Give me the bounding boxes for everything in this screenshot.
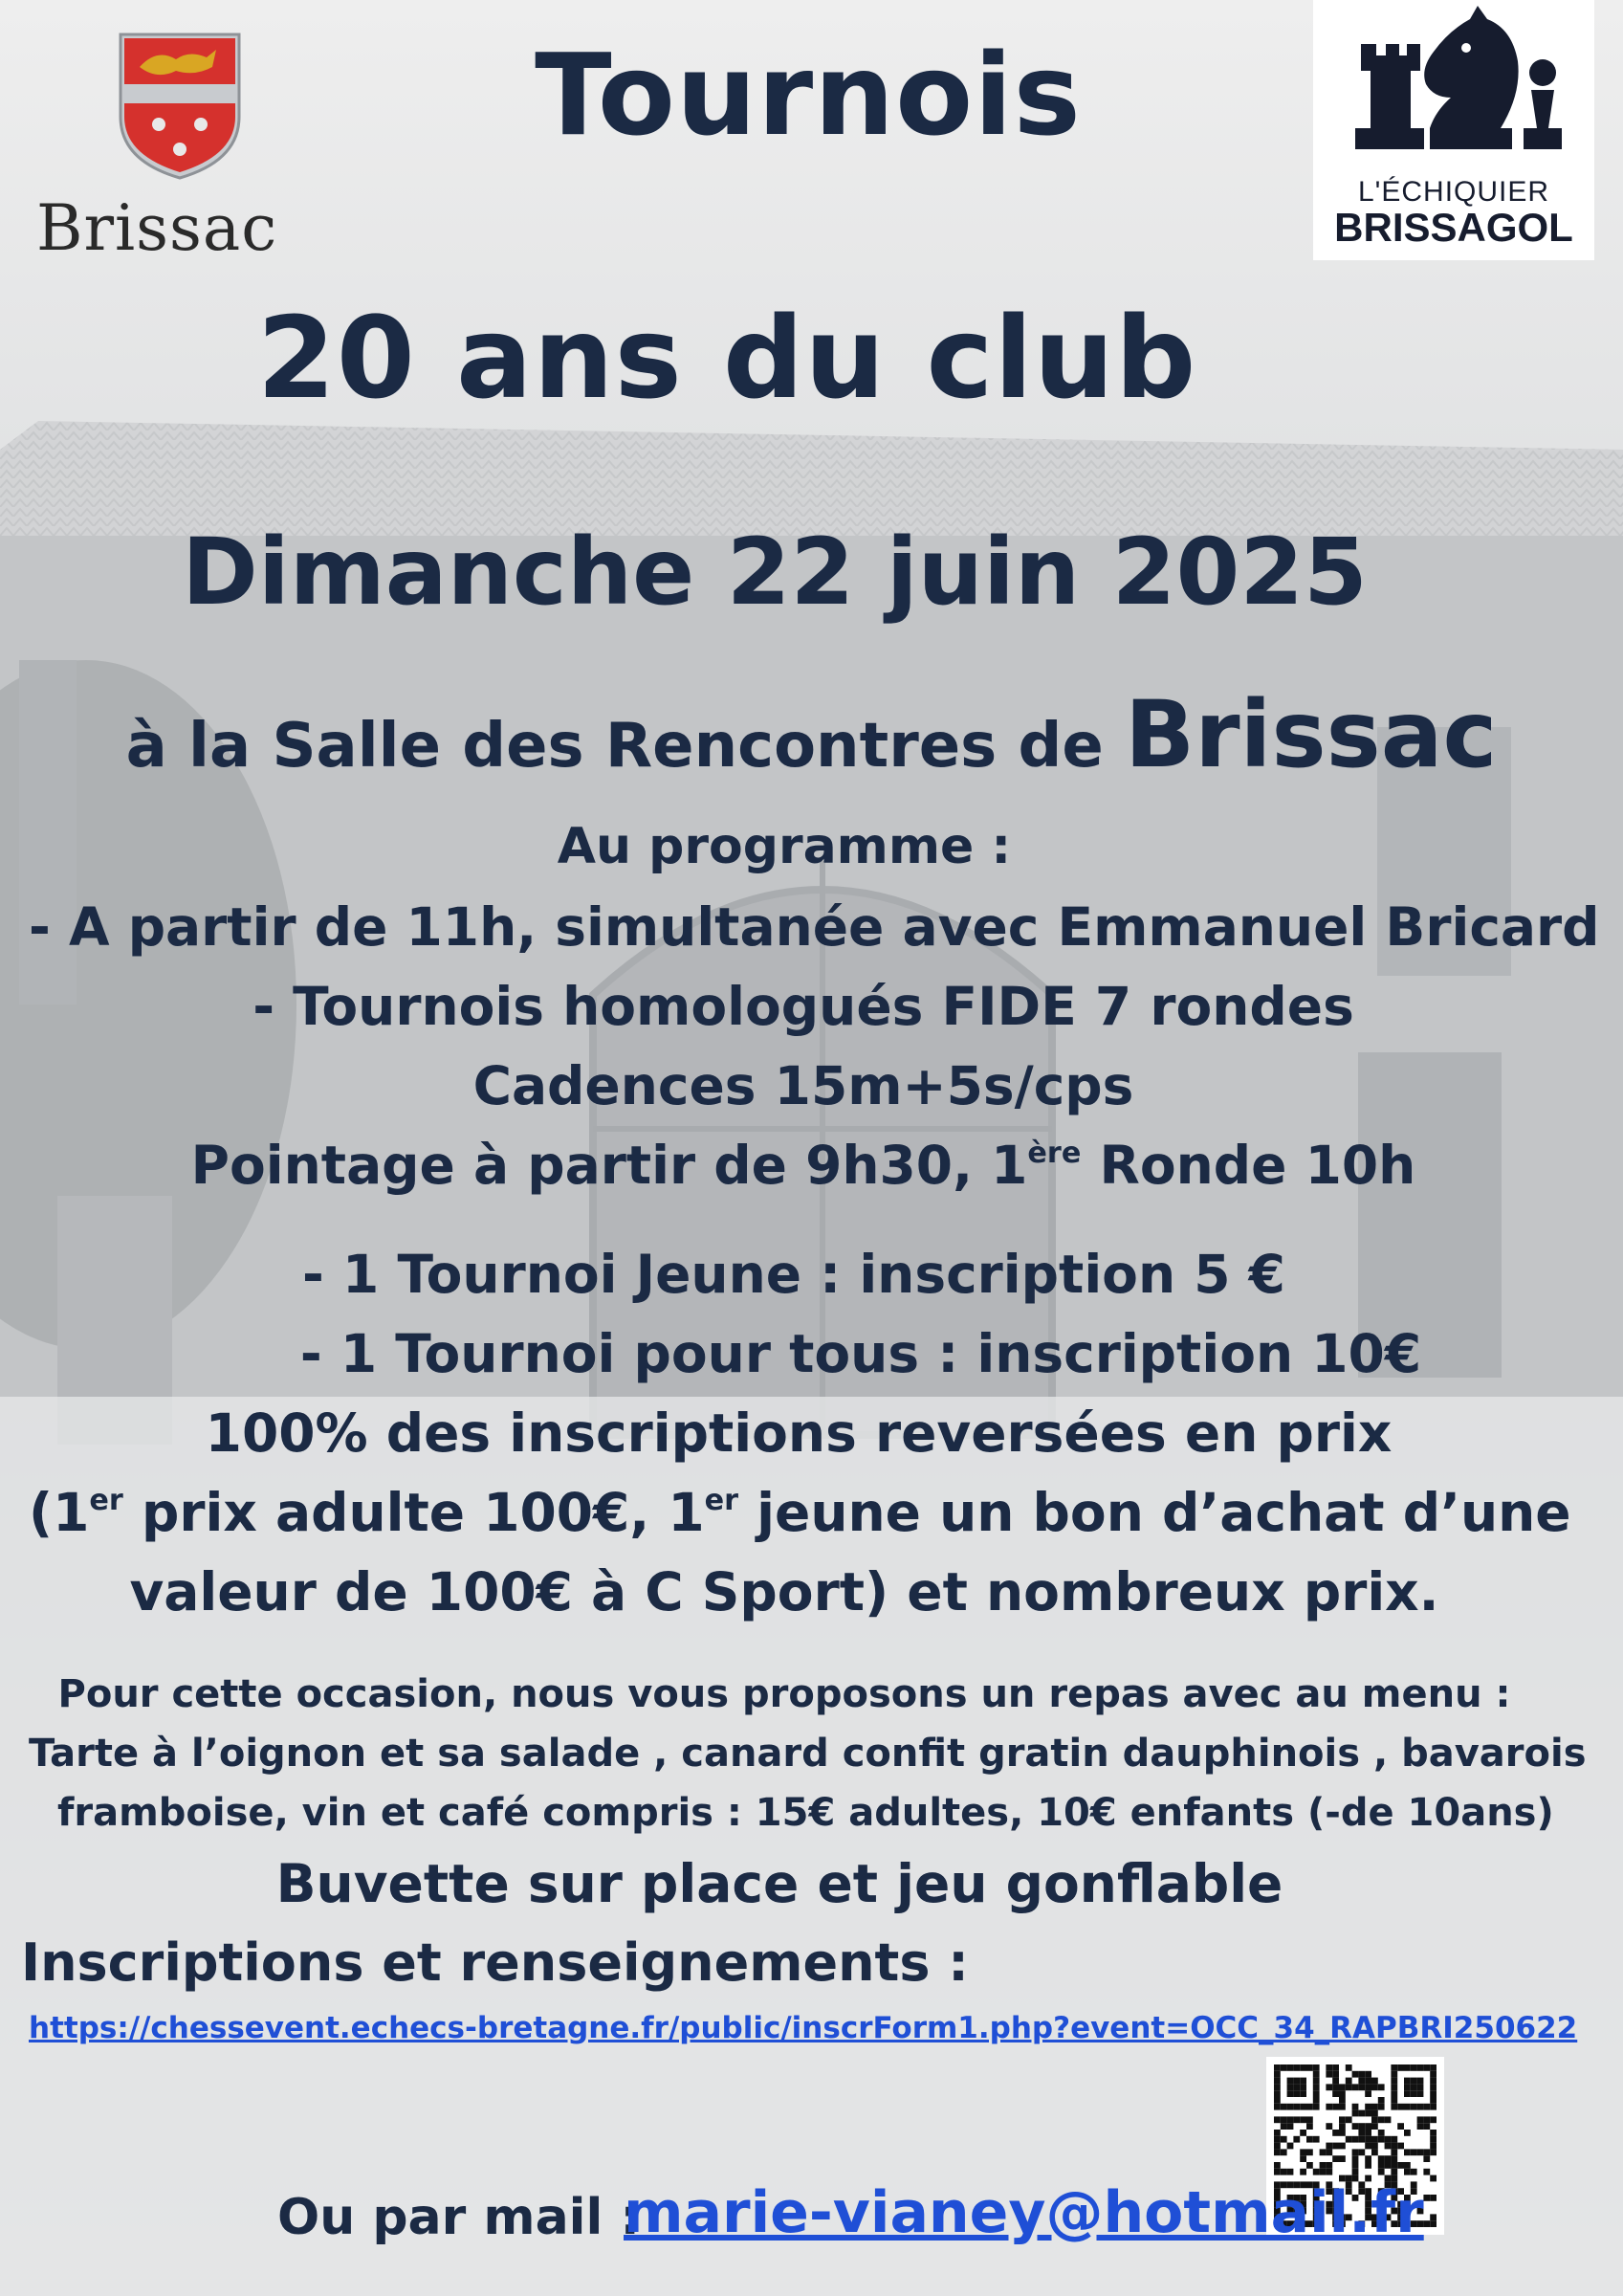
subtitle: 20 ans du club — [256, 292, 1197, 424]
event-date: Dimanche 22 juin 2025 — [182, 519, 1368, 626]
buvette-line: Buvette sur place et jeu gonflable — [275, 1853, 1283, 1914]
meal-line1: Pour cette occasion, nous vous proposons un repas avec au menu : — [57, 1672, 1511, 1716]
club-logo-line2: BRISSAGOL — [1334, 205, 1573, 250]
prizes-sup-1: er — [89, 1483, 123, 1517]
city-logo — [36, 29, 323, 268]
club-logo — [1313, 0, 1594, 260]
meal-line2: Tarte à l’oignon et sa salade , canard confit gratin dauphinois , bavarois — [29, 1732, 1587, 1776]
mail-label: Ou par mail : — [277, 2189, 641, 2246]
program-heading: Au programme : — [557, 818, 1012, 875]
prizes-detail-b: prix adulte 100€, 1 — [122, 1482, 705, 1543]
prizes-detail-line2: valeur de 100€ à C Sport) et nombreux prix. — [129, 1561, 1439, 1623]
tournament-jeune: - 1 Tournoi Jeune : inscription 5 € — [302, 1244, 1285, 1305]
prizes-sup-2: er — [704, 1483, 739, 1517]
email-link[interactable]: marie-vianey@hotmail.fr — [624, 2179, 1424, 2246]
program-simul: - A partir de 11h, simultanée avec Emmanuel Bricard — [29, 896, 1600, 958]
page-title: Tournois — [535, 29, 1082, 161]
prizes-line: 100% des inscriptions reversées en prix — [205, 1402, 1393, 1464]
pointage-text: Pointage à partir de 9h30, 1 — [190, 1135, 1028, 1196]
venue-line — [19, 681, 1604, 788]
coat-of-arms-icon — [113, 29, 247, 182]
tournament-tous: - 1 Tournoi pour tous : inscription 10€ — [299, 1323, 1422, 1384]
prizes-detail-c: jeune un bon d’achat d’une — [738, 1482, 1571, 1543]
club-logo-line1: L'ÉCHIQUIER — [1357, 176, 1550, 208]
registration-link[interactable]: https://chessevent.echecs-bretagne.fr/public/inscrForm1.php?event=OCC_34_RAPBRI250622 — [29, 2011, 1578, 2045]
city-logo-name: Brissac — [36, 191, 278, 265]
program-cadence: Cadences 15m+5s/cps — [472, 1055, 1134, 1116]
prizes-detail-a: (1 — [29, 1482, 90, 1543]
registration-heading: Inscriptions et renseignements : — [21, 1932, 969, 1993]
prizes-detail — [29, 1482, 1571, 1543]
program-pointage — [134, 1135, 1473, 1196]
chess-pieces-icon — [1344, 6, 1564, 168]
program-fide: - Tournois homologués FIDE 7 rondes — [252, 976, 1354, 1037]
meal-line3: framboise, vin et café compris : 15€ adultes, 10€ enfants (-de 10ans) — [57, 1791, 1554, 1835]
venue-city: Brissac — [1125, 681, 1498, 788]
pointage-ronde: Ronde 10h — [1081, 1135, 1416, 1196]
venue-prefix: à la Salle des Rencontres de — [125, 711, 1104, 782]
pointage-sup: ère — [1027, 1136, 1082, 1170]
